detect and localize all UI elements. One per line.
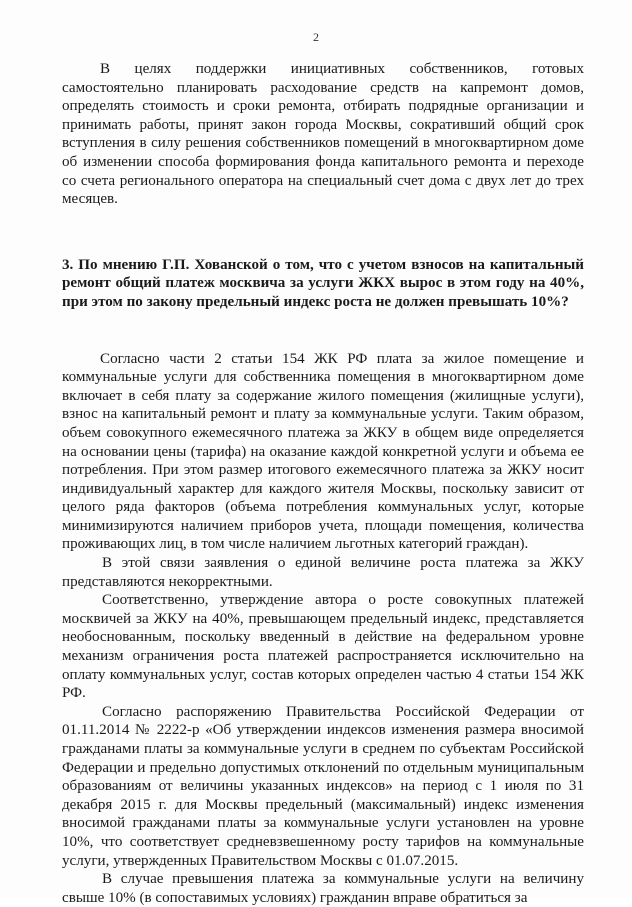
paragraph-housing-code: Согласно части 2 статьи 154 ЖК РФ плата за жилое помещение и коммунальные услуги для собственника помещения в многоквартирном доме включает в себя плату за содержание жилого помещения (жилищные услуги), взнос на капитальный ремонт и плату за коммунальные услуги. Таким образом, объем совокупного ежемесячного платежа за ЖКУ в общем виде определяется на основании цены (тарифа) на оказание каждой конкретной услуги и объема ее потребления. При этом размер итогового ежемесячного платежа за ЖКУ носит индивидуальный характер для каждого жителя Москвы, поскольку зависит от целого ряда факторов (объема потребления коммунальных услуг, которые минимизируются наличием приборов учета, площади помещения, количества проживающих лиц, в том числе наличием льготных категорий граждан). [62,350,584,553]
document-body [62,60,584,907]
page-number: 2 [313,30,319,44]
paragraph-government-order: Согласно распоряжению Правительства Российской Федерации от 01.11.2014 № 2222-р «Об утверждении индексов изменения размера вносимой гражданами платы за коммунальные услуги в среднем по субъектам Российской Федерации и предельно допустимых отклонений по отдельным муниципальным образованиям от величины указанных индексов» на период с 1 июля по 31 декабря 2015 г. для Москвы предельный (максимальный) индекс изменения вносимой гражданами платы за коммунальные услуги установлен на уровне 10%, что соответствует средневзвешенному росту тарифов на коммунальные услуги, утвержденных Правительством Москвы с 01.07.2015. [62,703,584,869]
paragraph-capital-repair-law: В целях поддержки инициативных собственников, готовых самостоятельно планировать расходование средств на капремонт домов, определять стоимость и сроки ремонта, отбирать подрядные организации и принимать работы, принят закон города Москвы, сокративший общий срок вступления в силу решения собственников помещений в многоквартирном доме об изменении способа формирования фонда капитального ремонта и переходе со счета регионального оператора на специальный счет дома с двух лет до трех месяцев. [62,61,584,208]
question-heading: 3. По мнению Г.П. Хованской о том, что с учетом взносов на капитальный ремонт общий платеж москвича за услуги ЖКХ вырос в этом году на 40%, при этом по закону предельный индекс роста не должен превышать 10%? [62,256,584,310]
paragraph-excess-payment: В случае превышения платежа за коммунальные услуги на величину свыше 10% (в сопоставимых условиях) гражданин вправе обратиться за [62,871,584,906]
paragraph-author-claim: Соответственно, утверждение автора о росте совокупных платежей москвичей за ЖКУ на 40%, превышающем предельный индекс, представляется необоснованным, поскольку введенный в действие на федеральном уровне механизм ограничения роста платежей распространяется исключительно на оплату коммунальных услуг, состав которых определен частью 4 статьи 154 ЖК РФ. [62,592,584,702]
paragraph-incorrect-claims: В этой связи заявления о единой величине роста платежа за ЖКУ представляются некорректными. [62,555,584,590]
